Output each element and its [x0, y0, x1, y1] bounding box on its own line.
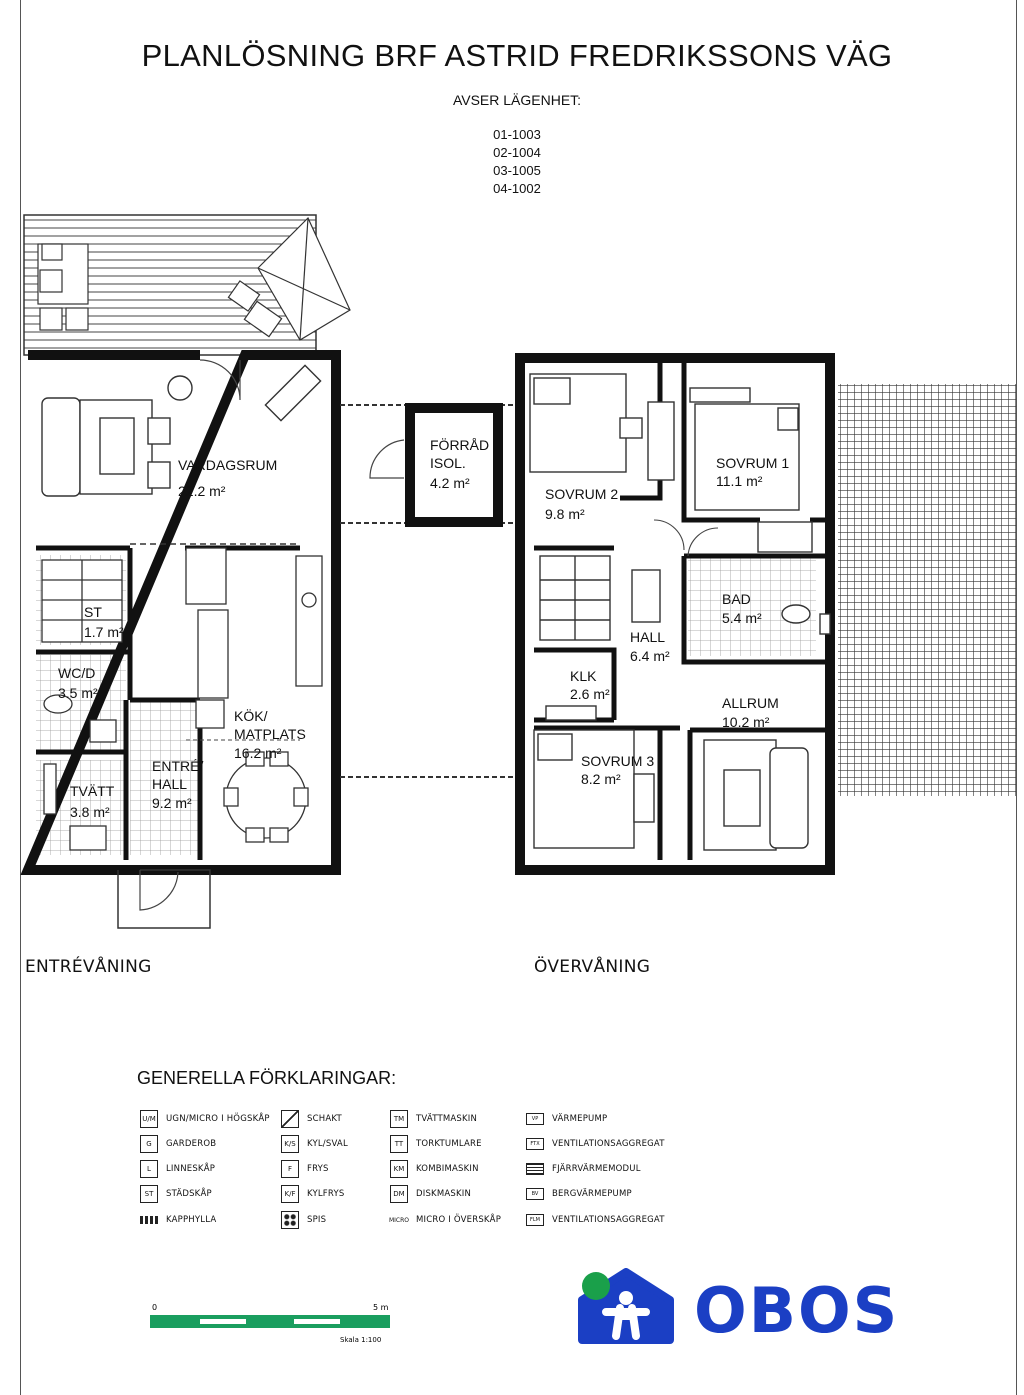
legend-item — [526, 1134, 665, 1154]
room-name-sovrum2: SOVRUM 2 — [545, 486, 619, 502]
apartment-id: 03-1005 — [493, 163, 541, 178]
room-name-st: ST — [84, 604, 102, 620]
room-area-klk: 2.6 m² — [570, 686, 610, 702]
upper-floor-label: ÖVERVÅNING — [534, 957, 651, 977]
scale-bar — [150, 1302, 400, 1347]
district-heating-icon — [526, 1163, 544, 1175]
legend-symbol: KM — [390, 1160, 408, 1178]
legend-item — [281, 1210, 326, 1230]
legend-label: STÄDSKÅP — [166, 1189, 212, 1199]
legend-symbol: ST — [140, 1185, 158, 1203]
room-name-vardagsrum: VARDAGSRUM — [178, 457, 278, 473]
legend-label: LINNESKÅP — [166, 1164, 216, 1174]
legend-symbol: F — [281, 1160, 299, 1178]
room-name-allrum: ALLRUM — [722, 695, 779, 711]
room-name-kok: KÖK/ — [234, 708, 268, 724]
room-name-wc: WC/D — [58, 665, 96, 681]
legend-item — [140, 1109, 270, 1129]
room-name-bad: BAD — [722, 591, 751, 607]
legend-item — [140, 1210, 216, 1230]
entrance-door-swing — [140, 870, 178, 910]
legend-item — [140, 1159, 215, 1179]
room-area-st: 1.7 m² — [84, 624, 124, 640]
room-area-sovrum3: 8.2 m² — [581, 771, 621, 787]
stove-icon — [281, 1211, 299, 1229]
room-name-kok: MATPLATS — [234, 726, 306, 742]
legend-item — [390, 1159, 479, 1179]
scale-bar-fill — [150, 1315, 390, 1328]
legend-label: VENTILATIONSAGGREGAT — [552, 1215, 665, 1225]
legend-item — [526, 1159, 641, 1179]
apartment-id: 02-1004 — [493, 145, 541, 160]
coat-rack-icon — [140, 1216, 158, 1224]
room-area-entre: 9.2 m² — [152, 795, 192, 811]
legend-item — [390, 1210, 501, 1230]
room-name-entre: ENTRÉ/ — [152, 758, 204, 774]
scale-text: Skala 1:100 — [340, 1336, 382, 1344]
upper-floor-plan — [520, 358, 1016, 870]
apartment-id: 01-1003 — [493, 127, 541, 142]
legend-label: KAPPHYLLA — [166, 1215, 217, 1225]
legend-label: SCHAKT — [307, 1114, 342, 1124]
scale-start-label: 0 — [152, 1303, 158, 1312]
legend-symbol: K/S — [281, 1135, 299, 1153]
obos-logo — [576, 1268, 906, 1346]
obos-house-icon — [576, 1268, 691, 1346]
room-area-bad: 5.4 m² — [722, 610, 762, 626]
legend-item — [281, 1109, 342, 1129]
legend-label: SPIS — [307, 1215, 327, 1225]
room-area-vardagsrum: 22.2 m² — [178, 483, 226, 499]
room-area-forrad: 4.2 m² — [430, 475, 470, 491]
room-area-wc: 3.5 m² — [58, 685, 98, 701]
legend-item — [140, 1134, 216, 1154]
legend-symbol: U/M — [140, 1110, 158, 1128]
legend-symbol: TT — [390, 1135, 408, 1153]
page-title: PLANLÖSNING BRF ASTRID FREDRIKSSONS VÄG — [141, 38, 893, 73]
apartment-id: 04-1002 — [493, 181, 541, 196]
legend-label: VENTILATIONSAGGREGAT — [552, 1139, 665, 1149]
legend-label: DISKMASKIN — [416, 1189, 472, 1199]
legend-item — [281, 1134, 348, 1154]
room-name-forrad: ISOL. — [430, 455, 466, 471]
room-name-klk: KLK — [570, 668, 597, 684]
legend-symbol: K/F — [281, 1185, 299, 1203]
legend-symbol: DM — [390, 1185, 408, 1203]
entrance-porch — [118, 870, 210, 928]
ground-floor-plan — [24, 215, 350, 928]
room-area-allrum: 10.2 m² — [722, 714, 770, 730]
legend-item — [390, 1134, 482, 1154]
legend-item — [281, 1159, 329, 1179]
legend-symbol: MICRO — [390, 1211, 408, 1229]
legend-label: VÄRMEPUMP — [552, 1114, 608, 1124]
legend-label: UGN/MICRO I HÖGSKÅP — [166, 1114, 270, 1124]
room-name-tvatt: TVÄTT — [70, 783, 115, 799]
legend-item — [390, 1184, 471, 1204]
legend-label: FJÄRRVÄRMEMODUL — [552, 1164, 641, 1174]
legend-label: FRYS — [307, 1164, 329, 1174]
legend-symbol: VP — [526, 1113, 544, 1125]
room-area-tvatt: 3.8 m² — [70, 804, 110, 820]
legend-item — [281, 1184, 344, 1204]
room-name-sovrum1: SOVRUM 1 — [716, 455, 790, 471]
legend-item — [526, 1210, 665, 1230]
legend-symbol: FLM — [526, 1214, 544, 1226]
legend-label: GARDEROB — [166, 1139, 217, 1149]
shaft-icon — [281, 1110, 299, 1128]
legend-item — [140, 1184, 212, 1204]
legend-symbol: FTX — [526, 1138, 544, 1150]
legend-label: KYLFRYS — [307, 1189, 345, 1199]
legend-item — [390, 1109, 477, 1129]
logo-text: OBOS — [694, 1274, 900, 1347]
legend-symbol: TM — [390, 1110, 408, 1128]
legend-label: KOMBIMASKIN — [416, 1164, 479, 1174]
room-name-hall: HALL — [630, 629, 666, 645]
room-area-sovrum1: 11.1 m² — [716, 473, 763, 489]
legend-item — [526, 1109, 607, 1129]
room-name-forrad: FÖRRÅD — [430, 437, 490, 453]
legend-symbol: BV — [526, 1188, 544, 1200]
legend-label: MICRO I ÖVERSKÅP — [416, 1215, 502, 1225]
legend-label: BERGVÄRMEPUMP — [552, 1189, 632, 1199]
legend-item — [526, 1184, 632, 1204]
roof-pattern — [838, 384, 1016, 796]
room-area-kok: 16.2 m² — [234, 745, 282, 761]
connector-lines — [340, 405, 516, 777]
room-name-entre: HALL — [152, 776, 188, 792]
legend-label: TORKTUMLARE — [416, 1139, 482, 1149]
room-area-sovrum2: 9.8 m² — [545, 506, 585, 522]
legend-label: TVÄTTMASKIN — [416, 1114, 478, 1124]
apartment-subtitle: AVSER LÄGENHET: — [452, 92, 582, 108]
room-area-hall: 6.4 m² — [630, 648, 670, 664]
scale-end-label: 5 m — [373, 1303, 389, 1312]
room-name-sovrum3: SOVRUM 3 — [581, 753, 655, 769]
legend-symbol: G — [140, 1135, 158, 1153]
legend-label: KYL/SVAL — [307, 1139, 348, 1149]
legend-title: GENERELLA FÖRKLARINGAR: — [137, 1068, 397, 1088]
ground-floor-label: ENTRÉVÅNING — [25, 957, 152, 977]
legend-symbol: L — [140, 1160, 158, 1178]
